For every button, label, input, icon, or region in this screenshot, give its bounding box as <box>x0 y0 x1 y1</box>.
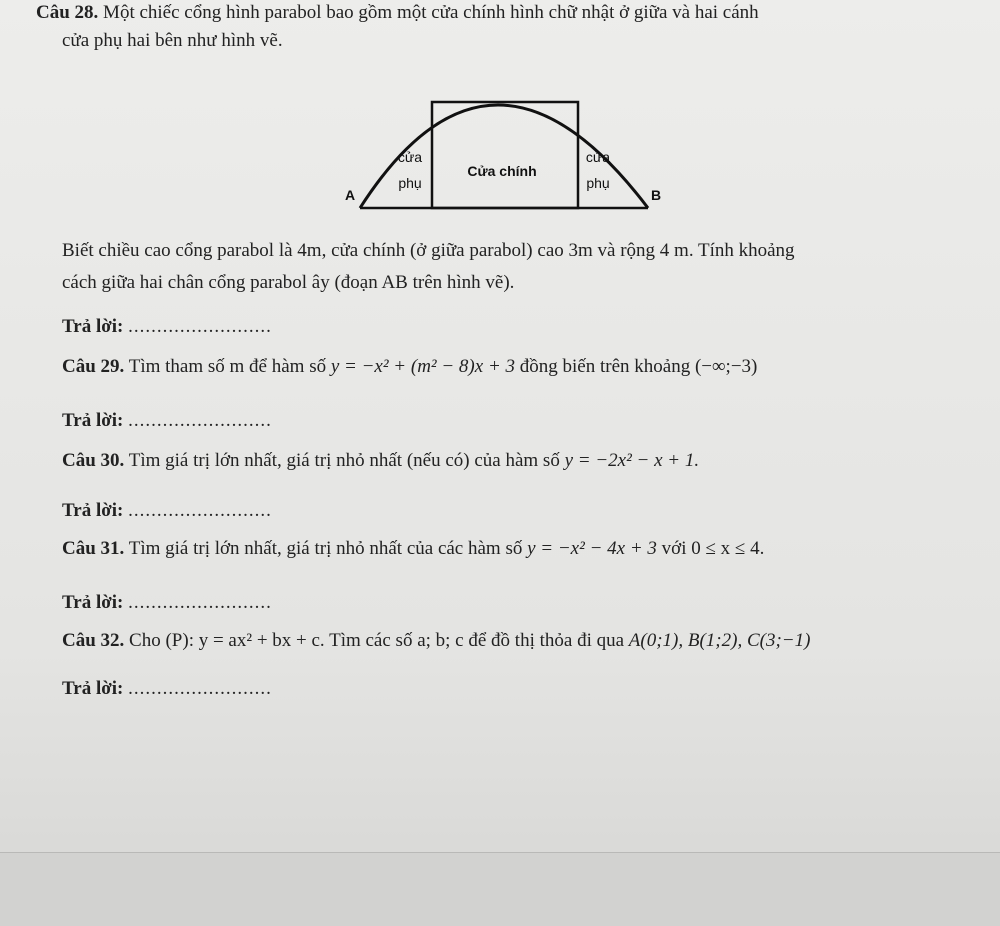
q29-answer-label: Trả lời: <box>62 410 124 431</box>
q28-answer-label: Trả lời: <box>62 316 124 337</box>
q28-text-2: cách giữa hai chân cổng parabol ây (đoạn AB trên hình vẽ). <box>62 272 515 293</box>
parabola-gate-svg <box>330 60 670 220</box>
q32-label: Câu 32. <box>62 630 125 651</box>
q31-label: Câu 31. <box>62 538 125 559</box>
q28-answer <box>62 316 272 338</box>
q32-answer-blank[interactable]: ......................... <box>128 678 272 699</box>
right-door-label-1: cửa <box>585 149 611 165</box>
q32-points: A(0;1), B(1;2), C(3;−1) <box>628 630 811 651</box>
q31-text-after: với 0 ≤ x ≤ 4. <box>661 538 765 559</box>
q32-answer-label: Trả lời: <box>62 678 124 699</box>
q32-text-before: Cho (P): y = ax² + bx + c. Tìm các số a; b; c để đồ thị thỏa đi qua <box>129 630 625 651</box>
point-a-label: A <box>344 187 356 203</box>
q31-formula: y = −x² − 4x + 3 <box>527 538 657 559</box>
main-door-label: Cửa chính <box>467 163 537 179</box>
q31-answer <box>62 592 272 614</box>
parabola-gate-diagram <box>330 60 670 220</box>
q29-answer <box>62 410 272 432</box>
q28-text-1: Biết chiều cao cổng parabol là 4m, cửa chính (ở giữa parabol) cao 3m và rộng 4 m. Tính khoảng <box>62 240 795 261</box>
q29-text-after: đồng biến trên khoảng (−∞;−3) <box>519 356 758 377</box>
q30-answer <box>62 500 272 522</box>
q30-label: Câu 30. <box>62 450 125 471</box>
left-door-label-2: phụ <box>398 175 422 191</box>
q29-text-before: Tìm tham số m để hàm số <box>128 356 327 377</box>
q28-label: Câu 28. <box>36 2 99 23</box>
q30-line <box>62 450 699 472</box>
q32-line <box>62 630 810 652</box>
q31-text-before: Tìm giá trị lớn nhất, giá trị nhỏ nhất của các hàm số <box>128 538 523 559</box>
q28-line-1 <box>36 2 759 24</box>
left-door-label-1: cửa <box>397 149 423 165</box>
q31-answer-blank[interactable]: ......................... <box>128 592 272 613</box>
q28-line-2: cửa phụ hai bên như hình vẽ. <box>62 30 283 51</box>
point-b-label: B <box>650 187 662 203</box>
page-bottom-edge <box>0 852 1000 926</box>
q32-answer <box>62 678 272 700</box>
q28-intro-text: Một chiếc cổng hình parabol bao gồm một cửa chính hình chữ nhật ở giữa và hai cánh <box>103 2 759 23</box>
q30-formula: y = −2x² − x + 1. <box>564 450 700 471</box>
right-door-label-2: phụ <box>586 175 610 191</box>
q29-line <box>62 356 757 378</box>
q31-answer-label: Trả lời: <box>62 592 124 613</box>
q30-text-before: Tìm giá trị lớn nhất, giá trị nhỏ nhất (nếu có) của hàm số <box>128 450 560 471</box>
q29-answer-blank[interactable]: ......................... <box>128 410 272 431</box>
q30-answer-label: Trả lời: <box>62 500 124 521</box>
q28-answer-blank[interactable]: ......................... <box>128 316 272 337</box>
q29-formula: y = −x² + (m² − 8)x + 3 <box>330 356 516 377</box>
main-door-rect <box>432 102 578 208</box>
q30-answer-blank[interactable]: ......................... <box>128 500 272 521</box>
q29-label: Câu 29. <box>62 356 125 377</box>
q31-line <box>62 538 764 560</box>
